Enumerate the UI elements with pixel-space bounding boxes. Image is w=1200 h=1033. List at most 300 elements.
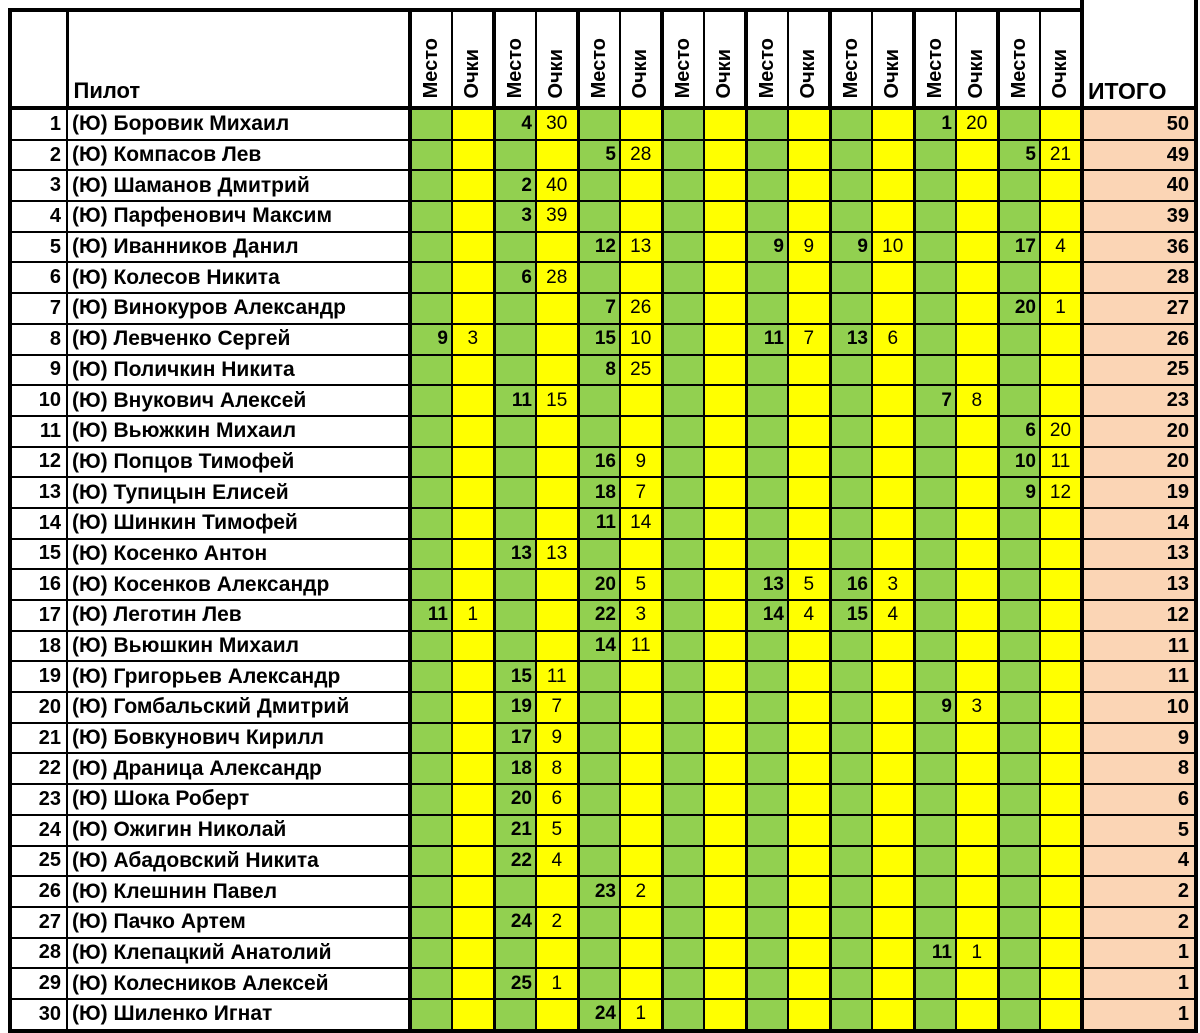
round-1-place-cell [410, 416, 452, 447]
round-4-place-cell [662, 170, 704, 201]
round-6-place-cell [830, 355, 872, 386]
place-label: Место [672, 37, 694, 98]
row-number: 28 [10, 938, 67, 969]
round-6-points-header [872, 10, 914, 108]
round-2-points-header [536, 10, 578, 108]
round-2-place-cell: 24 [494, 907, 536, 938]
round-5-place-cell [746, 416, 788, 447]
round-8-points-cell [1040, 631, 1082, 662]
round-4-points-cell [704, 293, 746, 324]
pilot-name: (Ю) Клешнин Павел [67, 876, 410, 907]
round-4-place-cell [662, 355, 704, 386]
round-5-points-cell [788, 477, 830, 508]
round-7-place-cell [914, 661, 956, 692]
table-row [10, 447, 1196, 478]
round-3-place-cell [578, 385, 620, 416]
row-number: 24 [10, 815, 67, 846]
round-4-place-cell [662, 661, 704, 692]
round-3-points-cell: 14 [620, 508, 662, 539]
round-8-points-cell [1040, 324, 1082, 355]
round-5-points-cell [788, 416, 830, 447]
round-2-place-cell [494, 447, 536, 478]
total-cell: 36 [1082, 232, 1196, 263]
round-3-place-cell: 7 [578, 293, 620, 324]
round-8-place-cell [998, 355, 1040, 386]
round-1-place-cell [410, 661, 452, 692]
round-1-place-cell: 9 [410, 324, 452, 355]
round-2-points-cell [536, 293, 578, 324]
round-3-points-cell: 9 [620, 447, 662, 478]
pilot-name: (Ю) Косенко Антон [67, 539, 410, 570]
round-1-points-cell [452, 938, 494, 969]
round-4-place-cell [662, 324, 704, 355]
round-4-place-cell [662, 262, 704, 293]
round-3-place-cell: 5 [578, 140, 620, 171]
round-5-points-cell: 7 [788, 324, 830, 355]
total-cell: 1 [1082, 938, 1196, 969]
round-3-points-cell: 5 [620, 569, 662, 600]
round-6-points-cell [872, 815, 914, 846]
table-row [10, 416, 1196, 447]
round-8-points-cell [1040, 262, 1082, 293]
round-6-points-cell [872, 907, 914, 938]
table-row [10, 999, 1196, 1031]
pilot-name: (Ю) Гомбальский Дмитрий [67, 692, 410, 723]
round-1-points-cell [452, 232, 494, 263]
round-2-points-cell [536, 355, 578, 386]
round-4-points-cell [704, 938, 746, 969]
round-3-points-cell [620, 753, 662, 784]
round-7-place-cell [914, 968, 956, 999]
round-7-points-cell [956, 324, 998, 355]
round-1-place-cell [410, 293, 452, 324]
round-3-place-cell [578, 753, 620, 784]
round-6-points-cell [872, 784, 914, 815]
round-7-place-cell [914, 293, 956, 324]
round-5-place-cell [746, 723, 788, 754]
table-row [10, 753, 1196, 784]
row-number: 3 [10, 170, 67, 201]
row-number: 1 [10, 108, 67, 140]
round-5-place-cell [746, 815, 788, 846]
round-1-place-cell [410, 170, 452, 201]
round-2-place-cell: 13 [494, 539, 536, 570]
table-row [10, 938, 1196, 969]
round-2-place-cell: 19 [494, 692, 536, 723]
pilot-column-header: Пилот [67, 10, 410, 108]
round-7-points-cell [956, 201, 998, 232]
round-2-points-cell: 30 [536, 108, 578, 140]
round-5-points-cell [788, 140, 830, 171]
round-3-place-cell: 15 [578, 324, 620, 355]
round-2-place-cell [494, 355, 536, 386]
round-4-place-cell [662, 447, 704, 478]
round-7-points-cell [956, 447, 998, 478]
round-6-place-cell [830, 692, 872, 723]
round-6-place-cell [830, 815, 872, 846]
total-cell: 39 [1082, 201, 1196, 232]
round-6-place-cell [830, 477, 872, 508]
total-cell: 14 [1082, 508, 1196, 539]
round-2-place-cell: 11 [494, 385, 536, 416]
round-2-place-cell: 20 [494, 784, 536, 815]
round-3-points-cell [620, 262, 662, 293]
table-row [10, 293, 1196, 324]
round-1-points-cell [452, 539, 494, 570]
round-4-place-cell [662, 232, 704, 263]
round-1-points-cell [452, 723, 494, 754]
round-8-place-cell [998, 968, 1040, 999]
round-3-points-cell: 11 [620, 631, 662, 662]
round-8-place-cell [998, 108, 1040, 140]
round-4-place-cell [662, 600, 704, 631]
round-6-points-cell [872, 846, 914, 877]
row-number: 2 [10, 140, 67, 171]
row-number: 6 [10, 262, 67, 293]
pilot-name: (Ю) Вьюшкин Михаил [67, 631, 410, 662]
round-2-place-cell: 6 [494, 262, 536, 293]
round-1-place-cell [410, 385, 452, 416]
row-number: 9 [10, 355, 67, 386]
round-4-place-cell [662, 416, 704, 447]
round-7-points-cell: 3 [956, 692, 998, 723]
round-1-points-cell [452, 477, 494, 508]
pilot-name: (Ю) Левченко Сергей [67, 324, 410, 355]
total-cell: 4 [1082, 846, 1196, 877]
round-5-points-cell [788, 753, 830, 784]
round-5-place-cell [746, 753, 788, 784]
round-1-place-cell [410, 569, 452, 600]
round-3-points-cell [620, 938, 662, 969]
round-2-points-cell: 5 [536, 815, 578, 846]
round-6-place-cell [830, 753, 872, 784]
round-6-points-cell [872, 876, 914, 907]
round-6-place-cell [830, 539, 872, 570]
round-7-points-cell [956, 784, 998, 815]
row-number: 20 [10, 692, 67, 723]
round-7-place-cell [914, 355, 956, 386]
round-3-place-cell [578, 815, 620, 846]
round-2-points-cell [536, 508, 578, 539]
round-6-points-cell [872, 293, 914, 324]
round-5-place-cell [746, 846, 788, 877]
round-2-points-cell [536, 232, 578, 263]
round-5-points-cell [788, 846, 830, 877]
round-1-place-cell [410, 232, 452, 263]
round-8-points-cell [1040, 170, 1082, 201]
round-6-place-cell [830, 661, 872, 692]
round-7-place-cell [914, 170, 956, 201]
round-8-points-cell [1040, 385, 1082, 416]
round-2-points-cell [536, 324, 578, 355]
total-cell: 11 [1082, 661, 1196, 692]
round-2-points-cell: 7 [536, 692, 578, 723]
round-2-points-cell [536, 600, 578, 631]
round-4-place-cell [662, 815, 704, 846]
round-7-place-cell [914, 600, 956, 631]
round-3-place-cell: 23 [578, 876, 620, 907]
round-3-points-cell: 10 [620, 324, 662, 355]
round-1-place-cell [410, 753, 452, 784]
round-8-place-cell [998, 201, 1040, 232]
round-3-points-cell [620, 815, 662, 846]
round-4-points-cell [704, 539, 746, 570]
round-8-place-cell: 9 [998, 477, 1040, 508]
round-1-place-cell [410, 723, 452, 754]
round-7-points-cell [956, 508, 998, 539]
round-2-points-cell: 13 [536, 539, 578, 570]
round-7-place-cell [914, 539, 956, 570]
points-label: Очки [545, 48, 567, 98]
round-2-place-cell [494, 631, 536, 662]
total-cell: 27 [1082, 293, 1196, 324]
points-label: Очки [965, 48, 987, 98]
round-6-place-cell [830, 938, 872, 969]
round-2-points-cell: 9 [536, 723, 578, 754]
round-8-place-cell [998, 907, 1040, 938]
row-number: 25 [10, 846, 67, 877]
round-3-place-cell [578, 784, 620, 815]
round-7-place-header [914, 10, 956, 108]
round-5-place-cell: 9 [746, 232, 788, 263]
round-5-place-cell [746, 170, 788, 201]
round-6-points-cell [872, 692, 914, 723]
round-7-points-header [956, 10, 998, 108]
round-1-place-cell [410, 692, 452, 723]
pilot-name: (Ю) Шока Роберт [67, 784, 410, 815]
round-2-place-cell: 4 [494, 108, 536, 140]
round-7-place-cell [914, 631, 956, 662]
round-1-place-cell [410, 355, 452, 386]
pilot-name: (Ю) Винокуров Александр [67, 293, 410, 324]
round-8-place-cell [998, 661, 1040, 692]
round-8-points-cell [1040, 539, 1082, 570]
round-8-points-cell [1040, 569, 1082, 600]
round-1-points-cell [452, 846, 494, 877]
round-4-place-cell [662, 569, 704, 600]
round-2-points-cell [536, 416, 578, 447]
round-8-points-cell [1040, 661, 1082, 692]
total-cell: 9 [1082, 723, 1196, 754]
round-1-place-cell [410, 631, 452, 662]
round-1-points-cell [452, 447, 494, 478]
round-8-points-cell: 4 [1040, 232, 1082, 263]
round-2-place-cell: 3 [494, 201, 536, 232]
table-row [10, 723, 1196, 754]
round-4-place-cell [662, 846, 704, 877]
round-5-points-cell [788, 723, 830, 754]
round-5-points-cell [788, 293, 830, 324]
round-3-points-cell [620, 846, 662, 877]
round-4-place-cell [662, 968, 704, 999]
table-row [10, 477, 1196, 508]
round-4-points-cell [704, 170, 746, 201]
table-row [10, 201, 1196, 232]
pilot-name: (Ю) Компасов Лев [67, 140, 410, 171]
round-8-points-cell: 20 [1040, 416, 1082, 447]
total-cell: 28 [1082, 262, 1196, 293]
round-2-points-cell: 8 [536, 753, 578, 784]
total-cell: 1 [1082, 999, 1196, 1031]
round-4-points-cell [704, 569, 746, 600]
row-number: 19 [10, 661, 67, 692]
round-8-points-cell [1040, 201, 1082, 232]
round-8-place-cell [998, 815, 1040, 846]
round-1-place-cell [410, 477, 452, 508]
round-8-points-cell: 1 [1040, 293, 1082, 324]
round-5-points-cell [788, 262, 830, 293]
round-4-points-cell [704, 600, 746, 631]
round-3-place-cell: 14 [578, 631, 620, 662]
round-4-place-cell [662, 140, 704, 171]
round-3-points-cell: 28 [620, 140, 662, 171]
round-6-place-cell [830, 907, 872, 938]
round-5-points-cell [788, 108, 830, 140]
round-3-place-cell [578, 108, 620, 140]
round-6-place-cell [830, 723, 872, 754]
round-6-place-cell [830, 846, 872, 877]
total-cell: 8 [1082, 753, 1196, 784]
pilot-name: (Ю) Колесов Никита [67, 262, 410, 293]
round-1-place-cell [410, 201, 452, 232]
round-7-place-cell [914, 140, 956, 171]
round-2-points-cell: 4 [536, 846, 578, 877]
round-3-place-cell [578, 661, 620, 692]
round-3-points-cell [620, 784, 662, 815]
table-row [10, 968, 1196, 999]
table-row [10, 539, 1196, 570]
round-6-points-cell [872, 355, 914, 386]
pilot-name: (Ю) Шинкин Тимофей [67, 508, 410, 539]
round-3-points-cell [620, 661, 662, 692]
total-cell: 2 [1082, 907, 1196, 938]
round-1-place-cell [410, 108, 452, 140]
place-label: Место [924, 37, 946, 98]
round-8-points-cell [1040, 846, 1082, 877]
round-6-points-cell [872, 508, 914, 539]
round-8-place-cell [998, 999, 1040, 1031]
round-7-points-cell [956, 477, 998, 508]
round-1-place-cell [410, 815, 452, 846]
round-4-points-cell [704, 692, 746, 723]
round-3-points-cell [620, 170, 662, 201]
round-8-points-cell [1040, 108, 1082, 140]
round-3-points-cell: 1 [620, 999, 662, 1031]
points-label: Очки [629, 48, 651, 98]
round-2-place-cell: 2 [494, 170, 536, 201]
round-3-place-cell [578, 201, 620, 232]
round-4-points-cell [704, 108, 746, 140]
round-8-place-cell [998, 508, 1040, 539]
round-7-points-cell: 8 [956, 385, 998, 416]
points-label: Очки [881, 48, 903, 98]
place-label: Место [756, 37, 778, 98]
round-4-points-cell [704, 232, 746, 263]
round-1-points-cell [452, 999, 494, 1031]
round-1-points-cell: 1 [452, 600, 494, 631]
round-1-place-cell [410, 999, 452, 1031]
round-6-points-cell [872, 416, 914, 447]
round-2-points-cell [536, 447, 578, 478]
round-6-place-cell [830, 262, 872, 293]
round-3-points-cell [620, 907, 662, 938]
round-2-points-cell [536, 569, 578, 600]
round-1-place-cell: 11 [410, 600, 452, 631]
row-number: 4 [10, 201, 67, 232]
round-5-place-cell [746, 140, 788, 171]
round-8-place-cell [998, 600, 1040, 631]
round-4-place-cell [662, 999, 704, 1031]
round-6-points-cell [872, 385, 914, 416]
round-5-points-cell [788, 201, 830, 232]
round-4-points-cell [704, 324, 746, 355]
total-cell: 6 [1082, 784, 1196, 815]
round-1-place-cell [410, 447, 452, 478]
round-4-points-cell [704, 907, 746, 938]
round-5-points-cell [788, 692, 830, 723]
round-6-points-cell [872, 999, 914, 1031]
round-2-points-cell [536, 140, 578, 171]
pilot-name: (Ю) Шаманов Дмитрий [67, 170, 410, 201]
round-3-points-cell: 7 [620, 477, 662, 508]
round-1-points-cell [452, 569, 494, 600]
row-number: 8 [10, 324, 67, 355]
round-3-place-cell [578, 938, 620, 969]
round-8-points-header [1040, 10, 1082, 108]
round-1-place-cell [410, 140, 452, 171]
pilot-name: (Ю) Клепацкий Анатолий [67, 938, 410, 969]
total-cell: 12 [1082, 600, 1196, 631]
round-2-place-cell [494, 232, 536, 263]
round-3-place-cell [578, 907, 620, 938]
round-2-points-cell: 40 [536, 170, 578, 201]
row-number: 22 [10, 753, 67, 784]
round-6-place-cell [830, 508, 872, 539]
round-5-place-cell [746, 108, 788, 140]
total-cell: 5 [1082, 815, 1196, 846]
round-2-place-cell: 25 [494, 968, 536, 999]
round-2-place-cell [494, 416, 536, 447]
row-number: 21 [10, 723, 67, 754]
round-5-points-cell: 9 [788, 232, 830, 263]
round-2-place-cell [494, 876, 536, 907]
round-8-points-cell: 12 [1040, 477, 1082, 508]
round-3-points-cell [620, 108, 662, 140]
points-label: Очки [713, 48, 735, 98]
round-8-points-cell [1040, 753, 1082, 784]
round-6-place-cell [830, 385, 872, 416]
place-label: Место [420, 37, 442, 98]
round-7-place-cell [914, 416, 956, 447]
round-5-place-cell [746, 938, 788, 969]
round-8-points-cell [1040, 815, 1082, 846]
round-5-place-cell [746, 508, 788, 539]
round-7-points-cell [956, 753, 998, 784]
round-5-points-cell [788, 999, 830, 1031]
round-3-points-cell [620, 416, 662, 447]
total-cell: 13 [1082, 539, 1196, 570]
round-2-place-cell: 18 [494, 753, 536, 784]
round-6-points-cell [872, 140, 914, 171]
round-1-points-cell [452, 753, 494, 784]
round-1-points-cell [452, 293, 494, 324]
round-8-points-cell [1040, 508, 1082, 539]
round-3-place-cell: 11 [578, 508, 620, 539]
round-8-place-cell [998, 569, 1040, 600]
round-6-place-cell [830, 293, 872, 324]
round-3-place-cell [578, 416, 620, 447]
round-3-points-cell [620, 723, 662, 754]
